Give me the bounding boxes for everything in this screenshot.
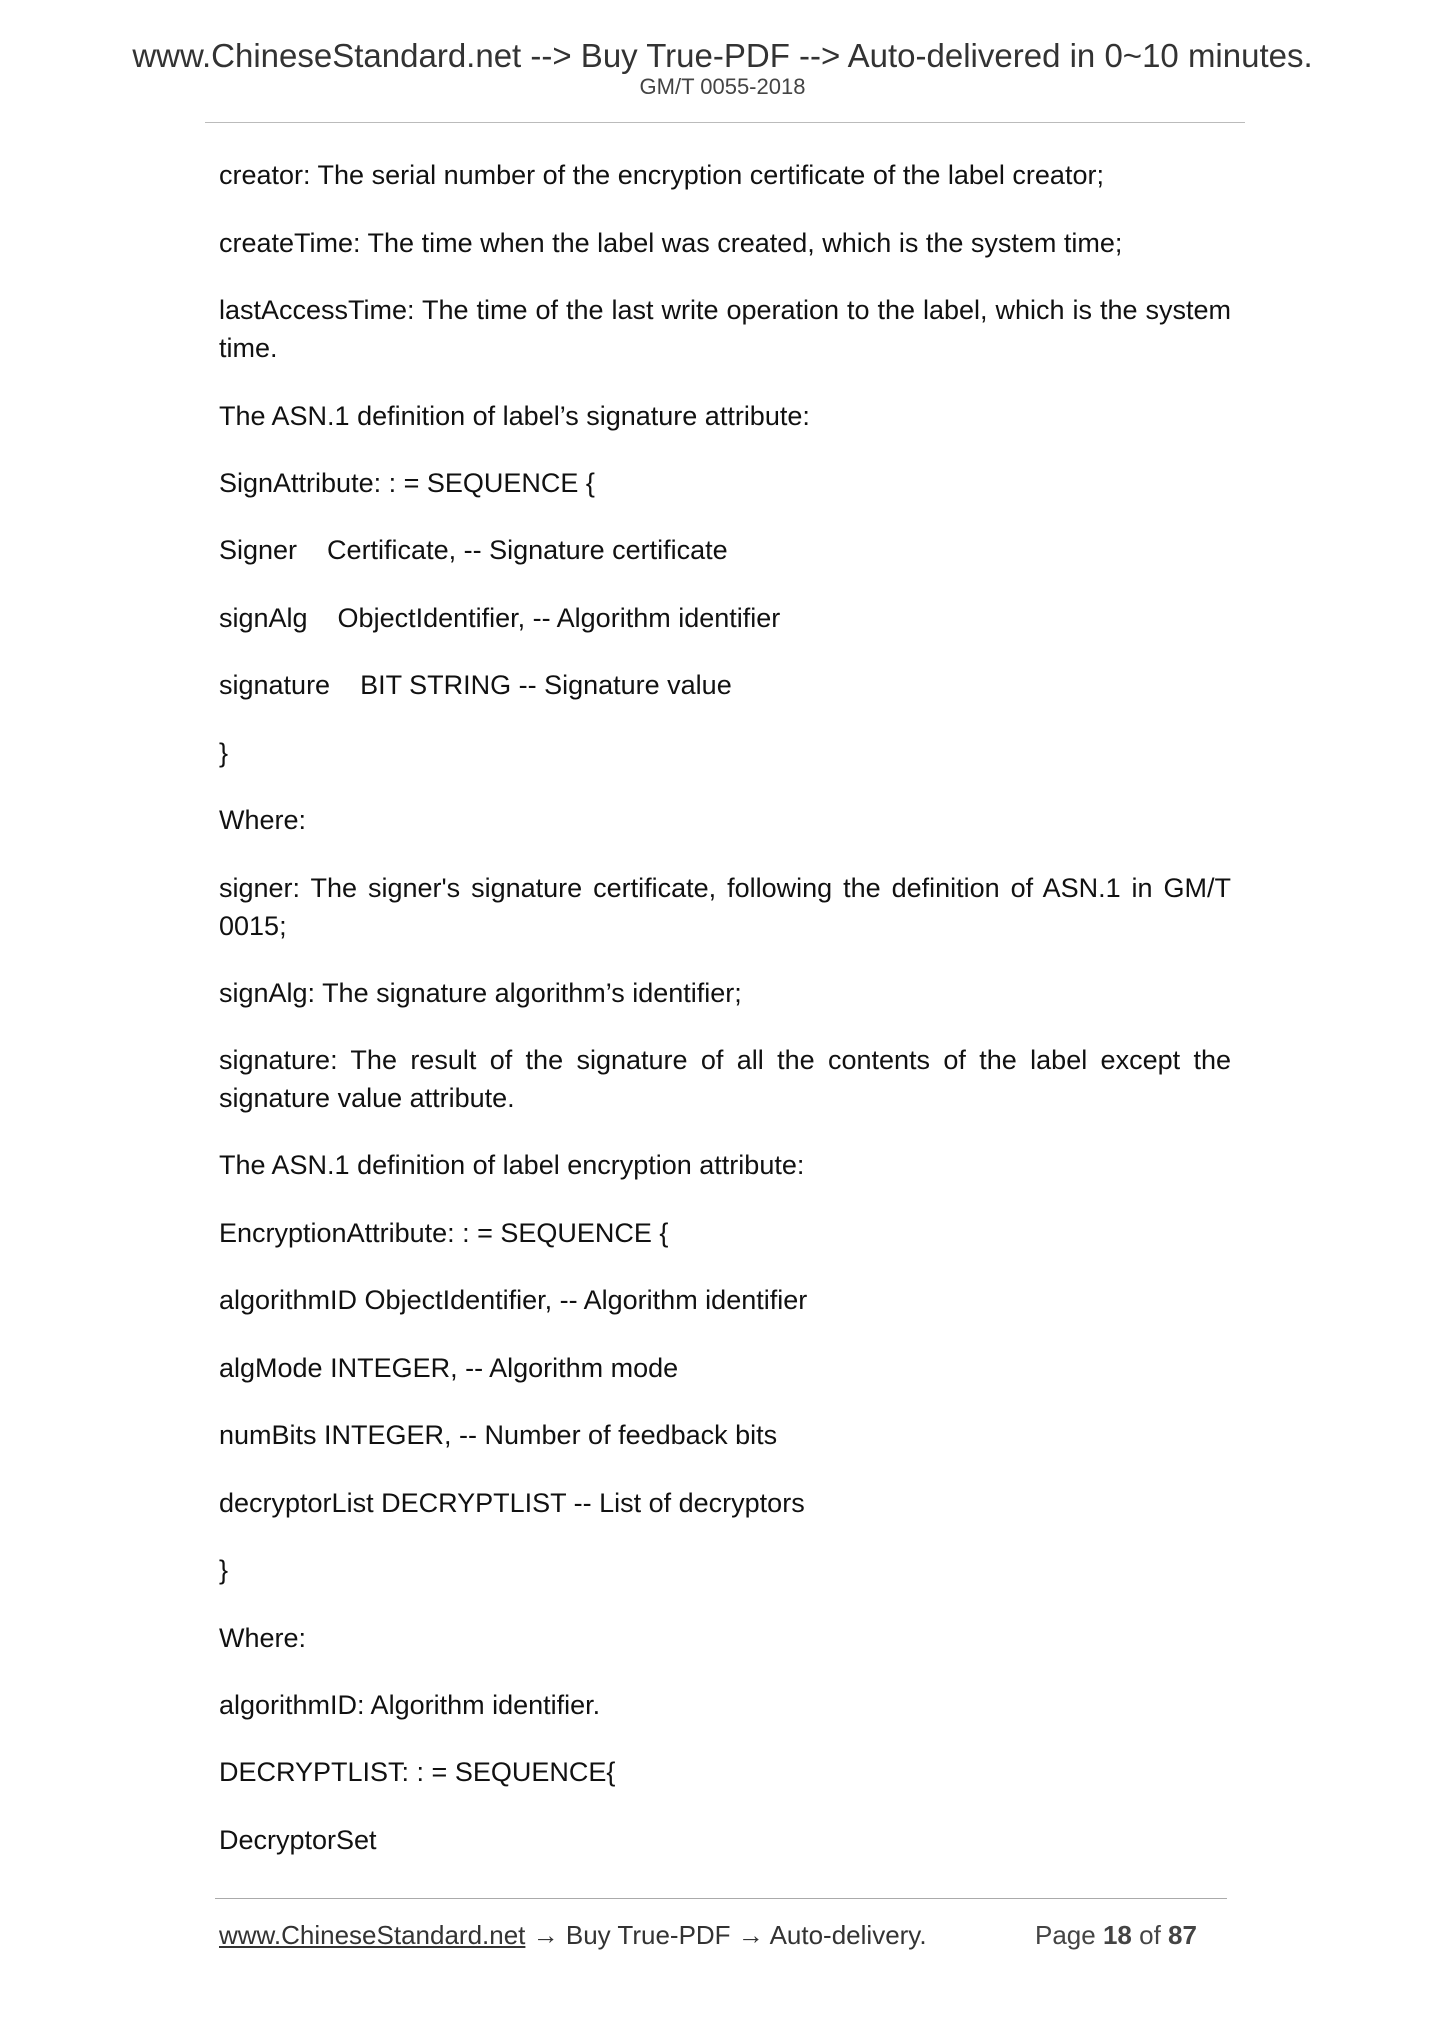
code-signer: Signer Certificate, -- Signature certificate bbox=[219, 535, 728, 565]
footer-tail-text: → Buy True-PDF → Auto-delivery. bbox=[525, 1920, 927, 1950]
of-label: of bbox=[1139, 1920, 1161, 1950]
para-where-1: Where: bbox=[219, 805, 307, 835]
para-lastaccesstime: lastAccessTime: The time of the last write operation to the label, which is the system time. bbox=[219, 295, 1231, 363]
header-divider bbox=[205, 122, 1245, 123]
code-decryptorset: DecryptorSet bbox=[219, 1825, 377, 1855]
para-createtime: createTime: The time when the label was created, which is the system time; bbox=[219, 228, 1123, 258]
total-pages: 87 bbox=[1168, 1920, 1197, 1950]
code-decryptlist: DECRYPTLIST: : = SEQUENCE{ bbox=[219, 1757, 616, 1787]
code-encryptionattribute: EncryptionAttribute: : = SEQUENCE { bbox=[219, 1218, 669, 1248]
code-signattribute: SignAttribute: : = SEQUENCE { bbox=[219, 468, 595, 498]
code-decryptorlist: decryptorList DECRYPTLIST -- List of decryptors bbox=[219, 1488, 805, 1518]
page-number: 18 bbox=[1102, 1920, 1132, 1950]
para-signalg-desc: signAlg: The signature algorithm’s identifier; bbox=[219, 978, 742, 1008]
code-close-brace-2: } bbox=[219, 1555, 229, 1585]
document-id: GM/T 0055-2018 bbox=[639, 74, 806, 99]
code-algorithmid: algorithmID ObjectIdentifier, -- Algorithm identifier bbox=[219, 1285, 808, 1315]
para-where-2: Where: bbox=[219, 1623, 307, 1653]
page-label: Page bbox=[1035, 1920, 1096, 1950]
code-close-brace-1: } bbox=[219, 738, 229, 768]
site-banner: www.ChineseStandard.net --> Buy True-PDF --> Auto-delivered in 0~10 minutes. bbox=[132, 37, 1313, 74]
code-algmode: algMode INTEGER, -- Algorithm mode bbox=[219, 1353, 679, 1383]
para-creator: creator: The serial number of the encryption certificate of the label creator; bbox=[219, 160, 1104, 190]
page-indicator bbox=[1035, 1918, 1197, 1952]
para-asn-signature-intro: The ASN.1 definition of label’s signature attribute: bbox=[219, 401, 810, 431]
footer-left bbox=[219, 1918, 927, 1952]
para-algorithmid-desc: algorithmID: Algorithm identifier. bbox=[219, 1690, 601, 1720]
code-signature: signature BIT STRING -- Signature value bbox=[219, 670, 732, 700]
para-signer-desc: signer: The signer's signature certificate, following the definition of ASN.1 in GM/T 0015; bbox=[219, 873, 1231, 941]
footer-site-link[interactable]: www.ChineseStandard.net bbox=[219, 1920, 526, 1950]
code-numbits: numBits INTEGER, -- Number of feedback bits bbox=[219, 1420, 778, 1450]
footer-divider bbox=[215, 1898, 1227, 1899]
code-signalg: signAlg ObjectIdentifier, -- Algorithm identifier bbox=[219, 603, 781, 633]
para-signature-desc: signature: The result of the signature of all the contents of the label except the signature value attribute. bbox=[219, 1045, 1231, 1113]
para-asn-encryption-intro: The ASN.1 definition of label encryption attribute: bbox=[219, 1150, 805, 1180]
